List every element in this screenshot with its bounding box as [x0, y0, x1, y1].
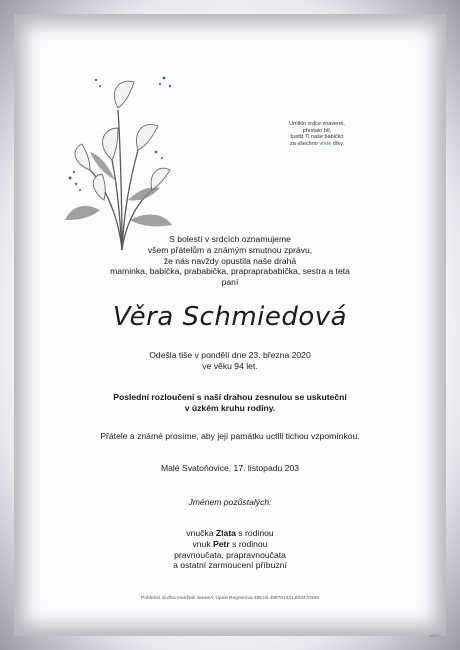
- intro-line: paní: [221, 277, 239, 288]
- poem: [262, 121, 372, 147]
- calla-lily-bouquet-icon: [60, 60, 180, 260]
- print-code: 50037: [428, 633, 440, 638]
- family-name: Zlata: [215, 528, 236, 538]
- poem-highlight: vřelé: [319, 140, 332, 147]
- poem-text: za všechno: [289, 140, 320, 147]
- poem-line: [262, 141, 372, 148]
- family-text: s rodinou: [229, 538, 268, 549]
- death-notice: [0, 350, 460, 372]
- poem-line: Umlklo srdce znavené,: [289, 121, 345, 127]
- intro-line: S bolestí v srdcích oznamujeme: [169, 234, 291, 244]
- behalf-label: Jménem pozůstalých:: [188, 497, 272, 507]
- death-line: ve věku 94 let.: [202, 360, 258, 371]
- farewell-line: v úzkém kruhu rodiny.: [184, 402, 276, 413]
- family-list: [0, 528, 460, 571]
- death-line: Odešla tiše v pondělí dne 23. března 2020: [149, 350, 311, 360]
- farewell-line: Poslední rozloučení s naší drahou zesnulou se uskuteční: [113, 392, 347, 402]
- farewell-notice: [0, 392, 460, 414]
- memory-request: Přátele a známé prosíme, aby její památku uctili tichou vzpomínkou.: [100, 431, 360, 441]
- intro-line: že nás navždy opustila naše drahá: [163, 255, 297, 266]
- announcement-intro: [0, 234, 460, 288]
- poem-line: budiž Ti naše babičko: [290, 134, 344, 141]
- poem-line: přestalo bít,: [302, 127, 332, 134]
- poem-text: díky.: [331, 140, 345, 147]
- family-line: a ostatní zarmoucení příbuzní: [173, 560, 287, 571]
- intro-line: maminka, babička, prababička, prapraprababička, sestra a teta: [110, 266, 350, 277]
- family-text: vnuk: [192, 538, 214, 549]
- family-name: Petr: [213, 538, 230, 549]
- family-line: pravnoučata, prapravnoučata: [174, 549, 286, 560]
- deceased-name: Věra Schmiedová: [112, 302, 348, 332]
- family-text: s rodinou: [235, 528, 274, 538]
- place-date: Malé Svatoňovice, 17. listopadu 203: [160, 463, 300, 473]
- family-line: [0, 539, 460, 550]
- family-line: [0, 528, 460, 539]
- family-text: vnučka: [186, 528, 216, 538]
- intro-line: všem přátelům a známým smutnou zprávu,: [147, 244, 313, 255]
- undertaker-footer: Pohřební služba manželé Jansovi, Úpice Regnerova 485 tel.499781331,603470369: [141, 596, 319, 601]
